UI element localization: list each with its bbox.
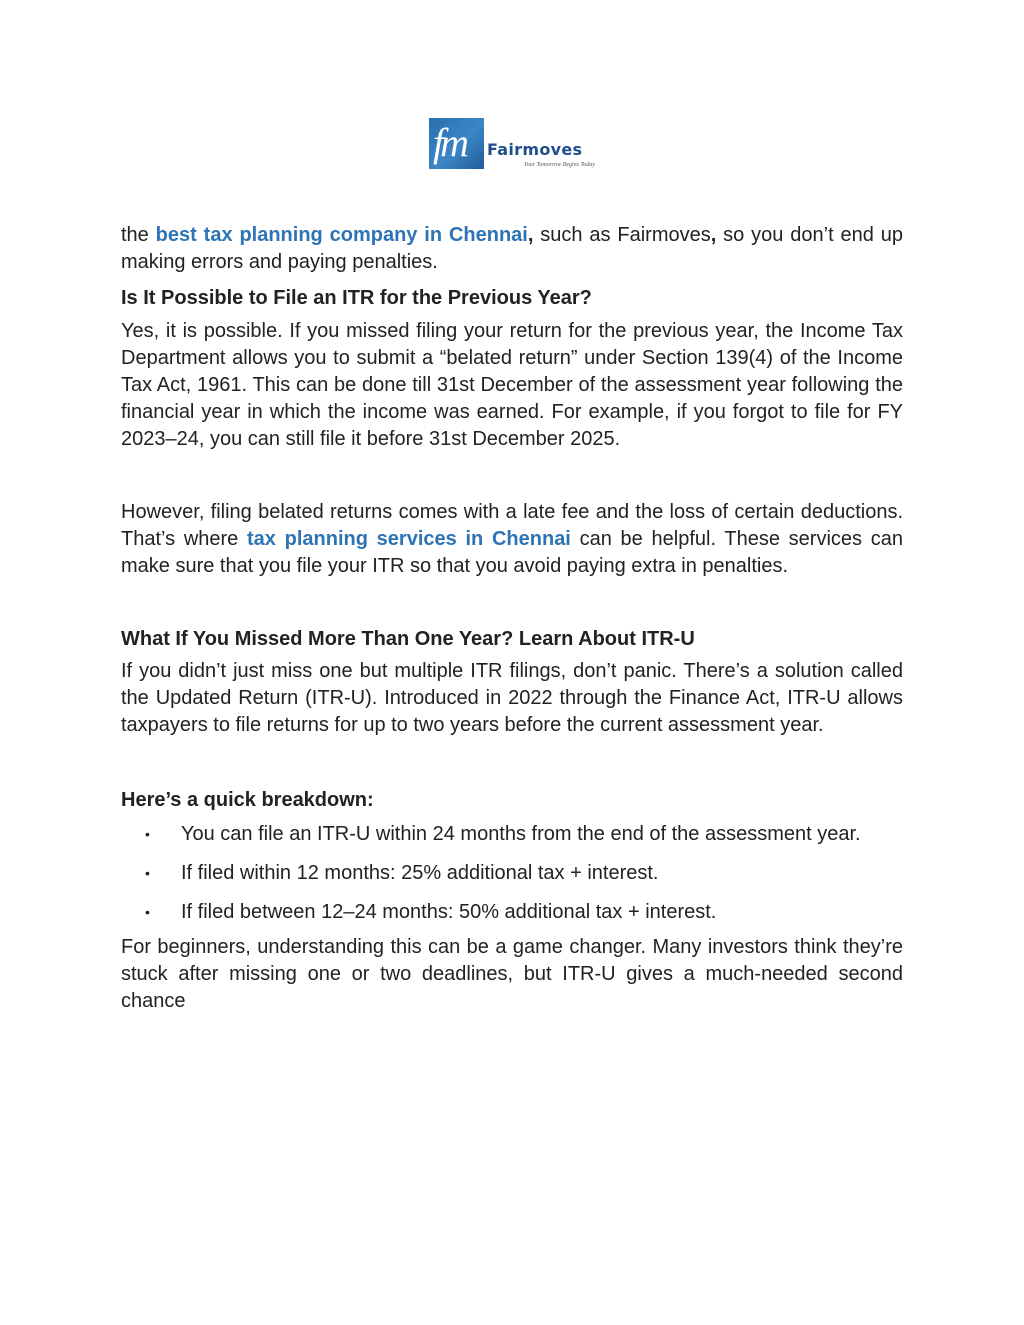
belated-text-before: However, filing belated returns comes with a late fee and the loss of certain deductions. That’s where [121,501,903,550]
logo-name: Fairmoves [487,140,583,159]
previous-year-paragraph: Yes, it is possible. If you missed filing your return for the previous year, the Income Tax Department allows you to submit a “belated return” under Section 139(4) of the Income Tax Act, 1961. This can be done till 31st December of the assessment year following the financial year in which the income was earned. For example, if you forgot to file for FY 2023–24, you can still file it before 31st December 2025. [121,320,903,450]
belated-returns-paragraph [121,499,903,580]
intro-text-before: the [121,224,156,246]
section-heading-breakdown: Here’s a quick breakdown: [121,789,374,811]
breakdown-list [121,821,903,926]
document-body [121,222,903,1015]
list-item [145,899,903,926]
list-item-text: If filed between 12–24 months: 50% additional tax + interest. [181,901,717,923]
best-tax-planning-link[interactable]: best tax planning company in Chennai [155,224,528,246]
intro-paragraph [121,222,903,276]
list-item [145,821,903,848]
bullet-icon: • [145,865,150,881]
bullet-icon: • [145,904,150,920]
spacer [121,580,903,626]
section-heading-previous-year: Is It Possible to File an ITR for the Previous Year? [121,287,592,309]
spacer [121,453,903,480]
section-heading-itr-u: What If You Missed More Than One Year? Learn About ITR-U [121,628,695,650]
intro-text-after: so you don’t end up making errors and paying penalties. [121,224,903,273]
logo-monogram-icon [429,118,484,169]
closing-paragraph: For beginners, understanding this can be a game changer. Many investors think they’re stuck after missing one or two deadlines, but ITR-U gives a much-needed second chance [121,936,903,1012]
belated-text-after: can be helpful. These services can make sure that you file your ITR so that you avoid paying extra in penalties. [121,528,903,577]
fairmoves-logo [429,118,601,174]
itr-u-paragraph: If you didn’t just miss one but multiple ITR filings, don’t panic. There’s a solution called the Updated Return (ITR-U). Introduced in 2022 through the Finance Act, ITR-U allows taxpayers to file returns for up to two years before the current assessment year. [121,660,903,736]
logo-monogram: fm [433,120,465,165]
list-item-text: If filed within 12 months: 25% additional tax + interest. [181,862,659,884]
spacer [121,480,903,499]
logo-tagline: Your Tomorrow Begins Today [524,162,595,168]
intro-bold-comma: , [710,224,717,246]
list-item [145,860,903,887]
list-item-text: You can file an ITR-U within 24 months from the end of the assessment year. [181,823,861,845]
bullet-icon: • [145,826,150,842]
intro-comma: , [527,224,534,246]
spacer [121,739,903,787]
intro-text-middle: such as Fairmoves [533,224,711,246]
tax-planning-services-link[interactable]: tax planning services in Chennai [247,528,571,550]
